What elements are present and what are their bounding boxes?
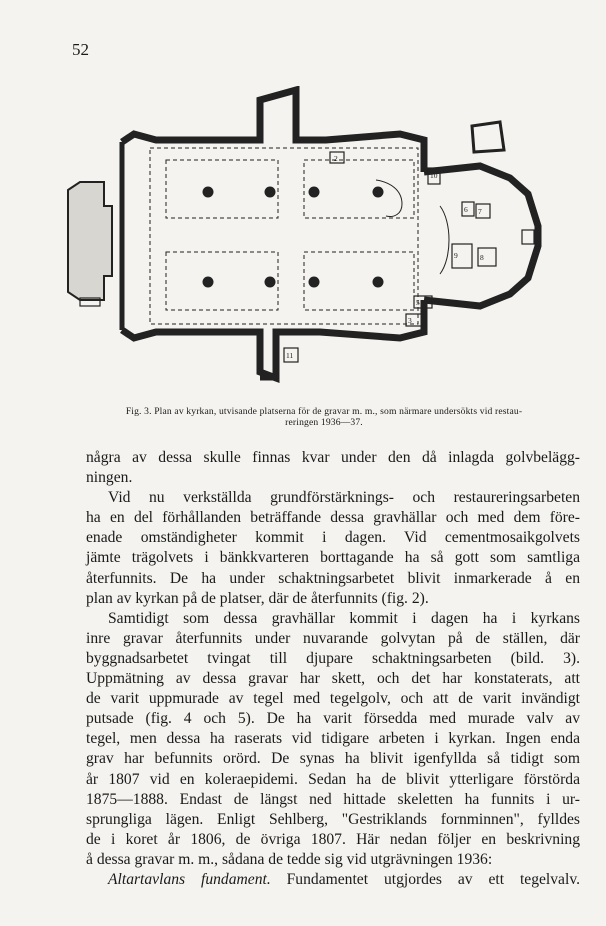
text-line: 1875—1888. Endast de längst ned hittade skeletten ha funnits i ur-	[86, 790, 580, 808]
plan-label-3: 3	[408, 316, 412, 325]
plan-label-11: 11	[286, 351, 294, 360]
text-line: byggnadsarbetet tvingat till djupare schaktningsarbeten (bild. 3).	[86, 649, 580, 667]
body-text	[86, 448, 580, 890]
text-line: ha en del förhållanden beträffande dessa gravhällar och med dem före-	[86, 509, 580, 527]
text-line: ningen.	[86, 469, 133, 487]
text-line: Uppmätning av dessa gravar har skett, och det har konstaterats, att	[86, 670, 580, 688]
figure-caption	[74, 406, 574, 428]
text-line-rest: Fundamentet utgjordes av ett tegelvalv.	[270, 870, 580, 888]
plan-label-8: 8	[480, 253, 484, 262]
plan-label-6: 6	[464, 205, 468, 214]
plan-label-5: 5	[416, 298, 420, 307]
church-floor-plan	[60, 86, 590, 386]
figure-caption-line-2: reringen 1936—37.	[285, 417, 363, 428]
text-line: jämte trägolvets i bänkkvarteren borttagande ha så gott som samtliga	[86, 549, 580, 567]
plan-label-9: 9	[454, 251, 458, 260]
text-line: Samtidigt som dessa gravhällar kommit i dagen ha i kyrkans	[108, 609, 580, 627]
text-line: plan av kyrkan på de platser, där de återfunnits (fig. 2).	[86, 589, 429, 607]
plan-label-7: 7	[478, 207, 482, 216]
text-line: år 1807 vid en koleraepidemi. Sedan ha de blivit ytterligare förstörda	[86, 770, 580, 788]
text-line: å dessa gravar m. m., sådana de tedde sig vid utgrävningen 1936:	[86, 850, 493, 868]
figure-caption-line-1: Fig. 3. Plan av kyrkan, utvisande platserna för de gravar m. m., som närmare undersökts vid restau-	[125, 406, 523, 417]
text-line: några av dessa skulle finnas kvar under den då inlagda golvbelägg-	[86, 449, 580, 466]
plan-label-2: 2	[334, 154, 338, 163]
page-number: 52	[72, 40, 89, 59]
text-line	[86, 870, 580, 890]
text-line: sprungliga lägen. Enligt Sehlberg, "Gestriklands fornminnen", fylldes	[86, 810, 580, 828]
text-line: tegel, men dessa ha raserats vid tidigare arbeten i kyrkan. Ingen enda	[86, 730, 580, 748]
section-heading-italic: Altartavlans fundament.	[108, 870, 271, 888]
text-line: återfunnits. De ha under schaktningsarbetet blivit inmarkerade å en	[86, 569, 580, 587]
text-line: de varit uppmurade av tegel med tegelgolv, och att de varit invändigt	[86, 690, 580, 708]
text-line: inre gravar återfunnits under nuvarande golvytan på de ställen, där	[86, 629, 580, 647]
text-line: Vid nu verkställda grundförstärknings- och restaureringsarbeten	[108, 489, 580, 507]
plan-label-10: 10	[430, 171, 438, 180]
text-line: enade omständigheter kommit i dagen. Vid cementmosaikgolvets	[86, 529, 580, 547]
text-line: putsade (fig. 4 och 5). De ha varit försedda med murade valv av	[86, 710, 580, 728]
text-line: de i koret år 1806, de övriga 1807. Här nedan följer en beskrivning	[86, 830, 580, 848]
text-line: grav har befunnits orörd. De synas ha blivit igenfyllda så tidigt som	[86, 750, 580, 768]
